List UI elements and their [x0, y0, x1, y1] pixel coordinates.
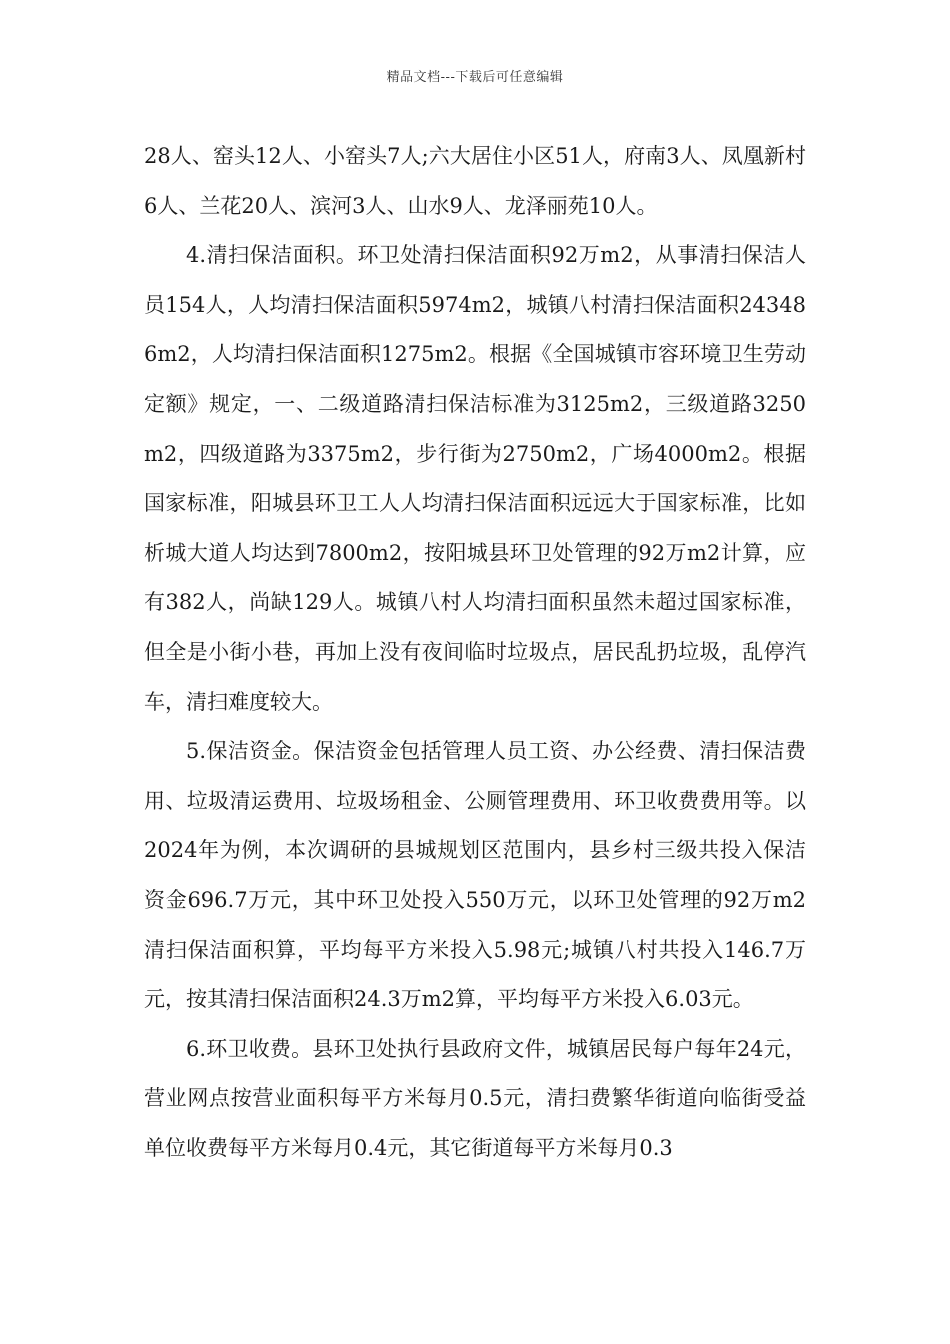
paragraph-sanitation-fees: 6.环卫收费。县环卫处执行县政府文件，城镇居民每户每年24元，营业网点按营业面积每平方米每月0.5元，清扫费繁华街道向临街受益单位收费每平方米每月0.4元，其它街道每平方米每月0.3 [144, 1036, 806, 1160]
paragraph-staff-distribution: 28人、窑头12人、小窑头7人;六大居住小区51人，府南3人、凤凰新村6人、兰花20人、滨河3人、山水9人、龙泽丽苑10人。 [144, 144, 806, 218]
page-header: 精品文档---下载后可任意编辑 [386, 70, 564, 85]
document-body [144, 132, 806, 1173]
paragraph-cleaning-funds: 5.保洁资金。保洁资金包括管理人员工资、办公经费、清扫保洁费用、垃圾清运费用、垃圾场租金、公厕管理费用、环卫收费费用等。以2024年为例，本次调研的县城规划区范围内，县乡村三级共投入保洁资金696.7万元，其中环卫处投入550万元，以环卫处管理的92万m2清扫保洁面积算，平均每平方米投入5.98元;城镇八村共投入146.7万元，按其清扫保洁面积24.3万m2算，平均每平方米投入6.03元。 [144, 739, 806, 1012]
paragraph-cleaning-area: 4.清扫保洁面积。环卫处清扫保洁面积92万m2，从事清扫保洁人员154人，人均清扫保洁面积5974m2，城镇八村清扫保洁面积243486m2，人均清扫保洁面积1275m2。根据《全国城镇市容环境卫生劳动定额》规定，一、二级道路清扫保洁标准为3125m2，三级道路3250m2，四级道路为3375m2，步行街为2750m2，广场4000m2。根据国家标准，阳城县环卫工人人均清扫保洁面积远远大于国家标准，比如析城大道人均达到7800m2，按阳城县环卫处管理的92万m2计算，应有382人，尚缺129人。城镇八村人均清扫面积虽然未超过国家标准，但全是小街小巷，再加上没有夜间临时垃圾点，居民乱扔垃圾，乱停汽车，清扫难度较大。 [144, 243, 806, 714]
